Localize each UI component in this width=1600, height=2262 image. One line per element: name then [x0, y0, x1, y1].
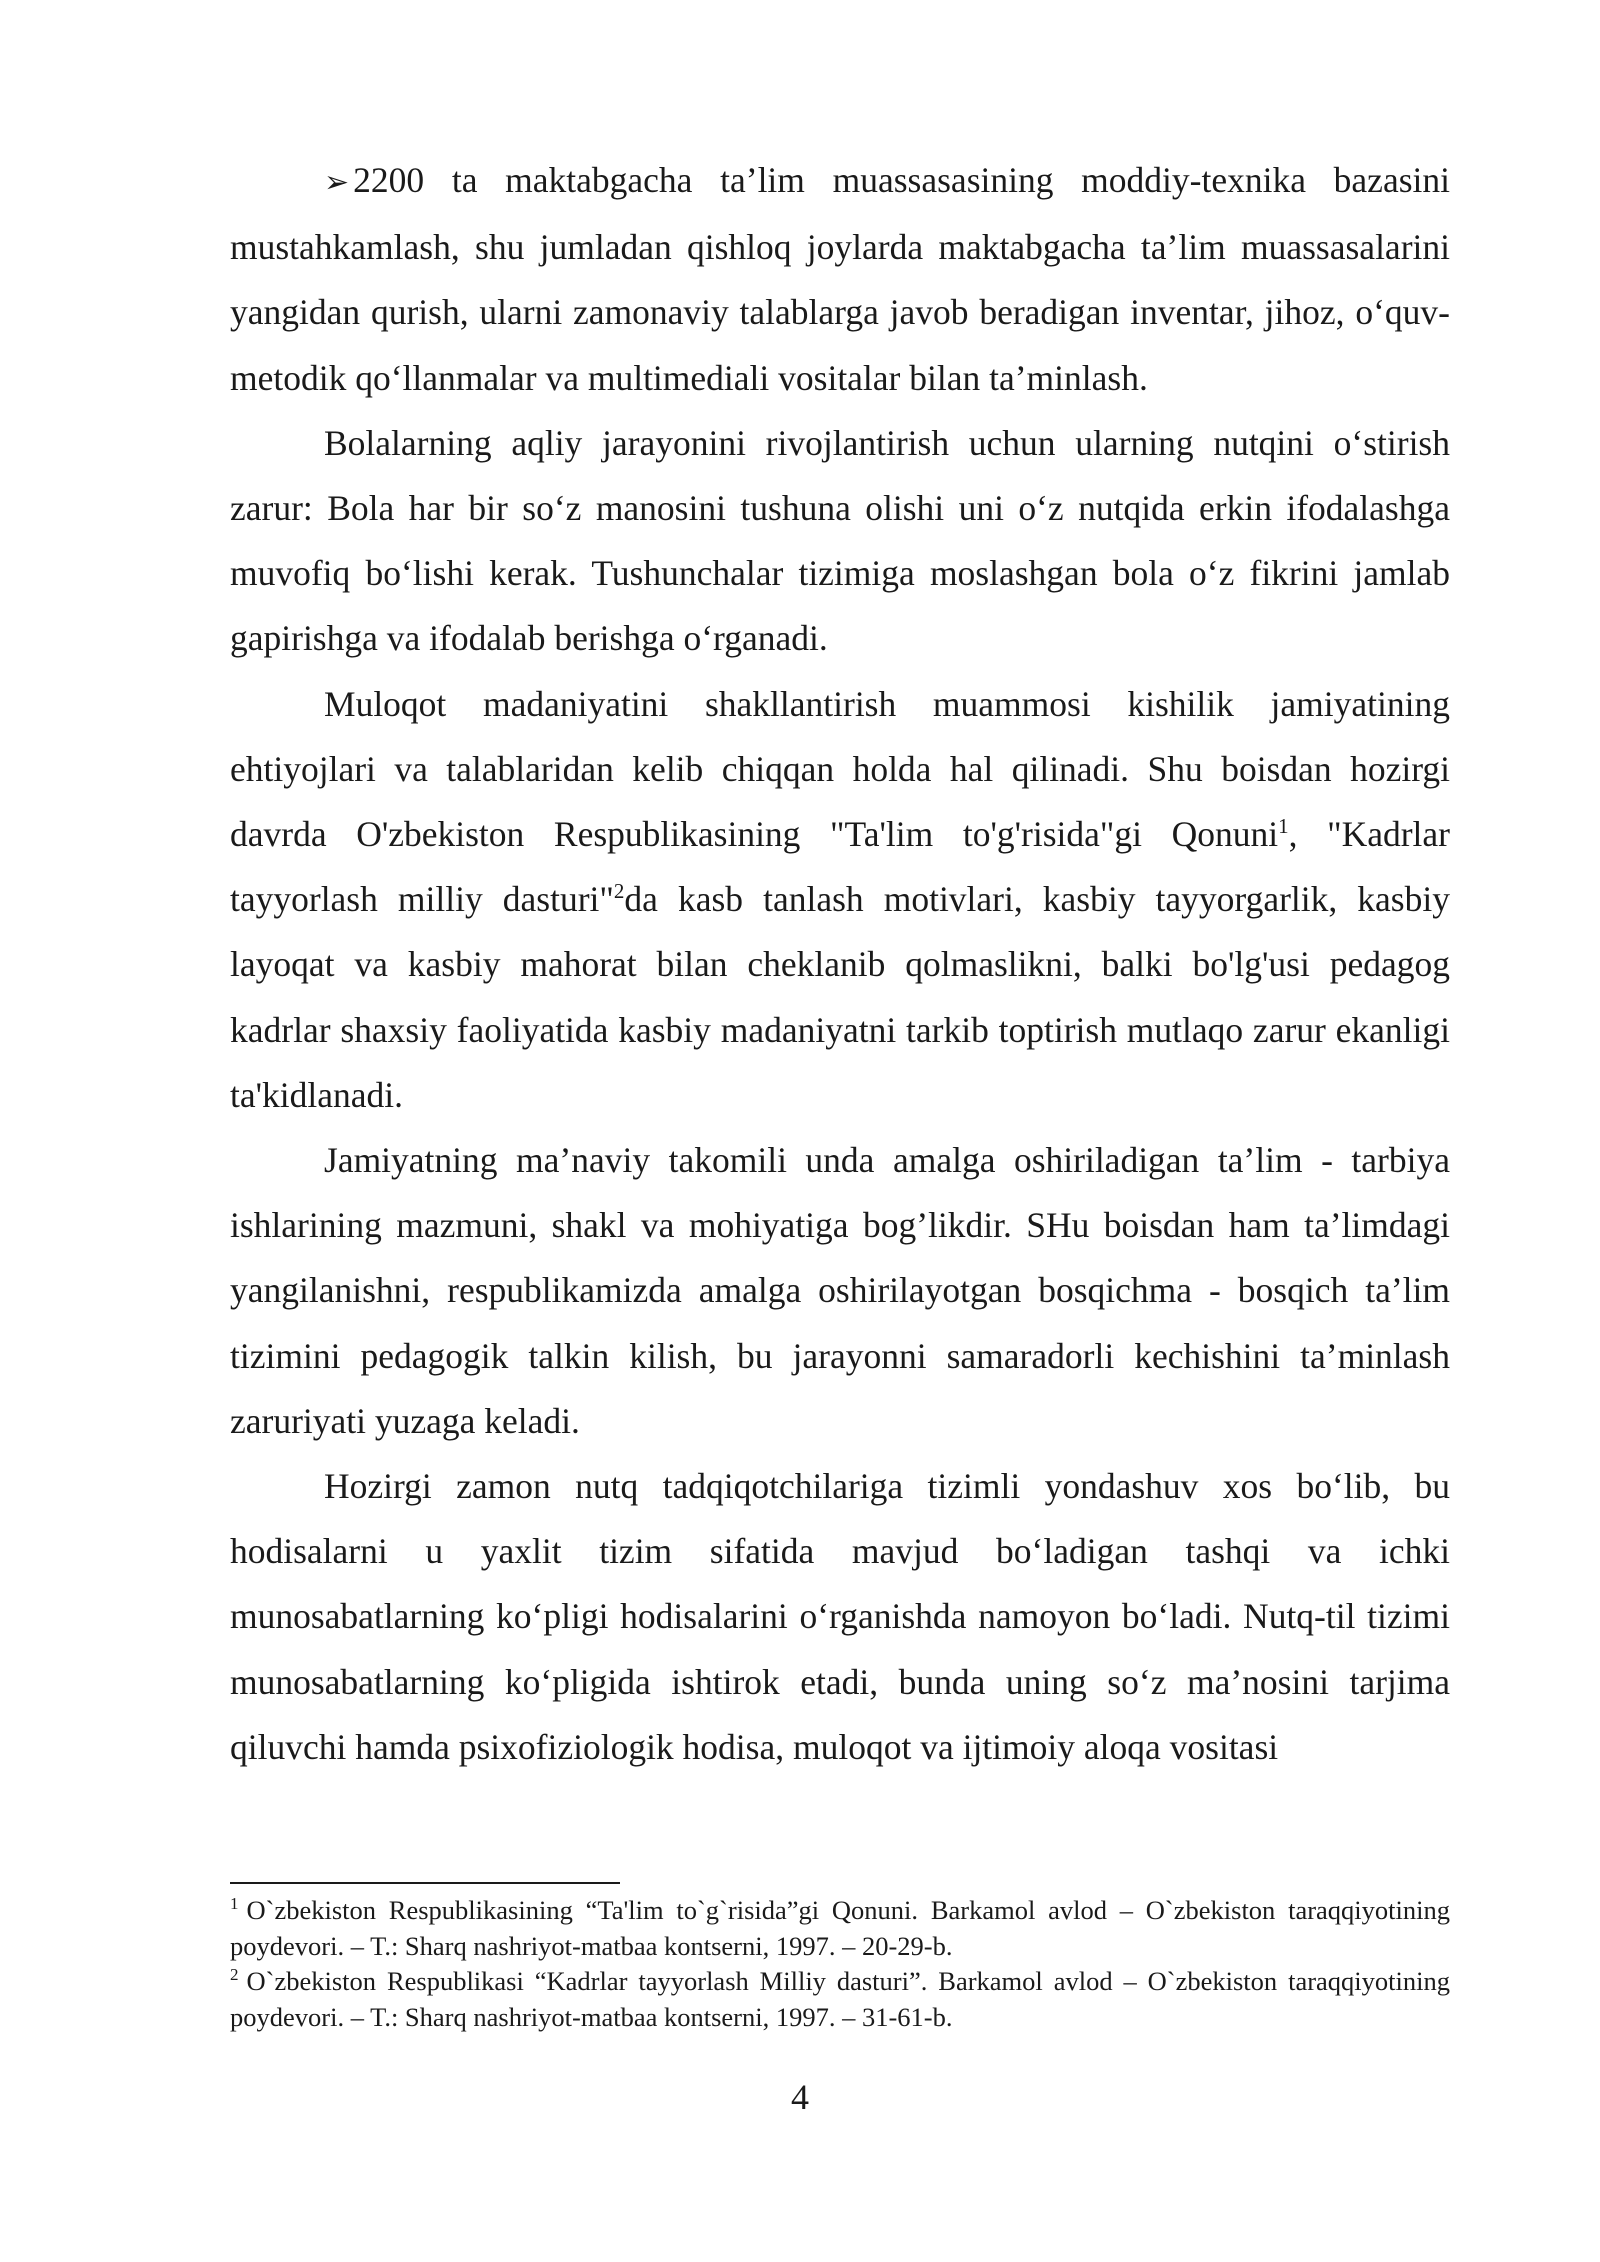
paragraph-3-part-1: Muloqot madaniyatini shakllantirish muammosi kishilik jamiyatining ehtiyojlari va talablaridan kelib chiqqan holda hal qilinadi. Shu boisdan hozirgi davrda O'zbekiston Respublikasining "Ta'lim to'g'risida"gi Qonuni [230, 683, 1450, 855]
paragraph-4: Jamiyatning ma’naviy takomili unda amalga oshiriladigan ta’lim - tarbiya ishlarining mazmuni, shakl va mohiyatiga bog’likdir. SHu boisdan ham ta’limdagi yangilanishni, respublikamizda amalga oshirilayotgan bosqichma - bosqich ta’lim tizimini pedagogik talkin kilish, bu jarayonni samaradorli kechishini ta’minlash zaruriyati yuzaga keladi. [230, 1140, 1450, 1441]
paragraph-5: Hozirgi zamon nutq tadqiqotchilariga tizimli yondashuv xos bo‘lib, bu hodisalarni u yaxlit tizim sifatida mavjud bo‘ladigan tashqi va ichki munosabatlarning ko‘pligi hodisalarini o‘rganishda namoyon bo‘ladi. Nutq-til tizimi munosabatlarning ko‘pligida ishtirok etadi, bunda uning so‘z ma’nosini tarjima qiluvchi hamda psixofiziologik hodisa, muloqot va ijtimoiy aloqa vositasi [230, 1466, 1450, 1767]
footnote-2-text: O`zbekiston Respublikasi “Kadrlar tayyorlash Milliy dasturi”. Barkamol avlod – O`zbekiston taraqqiyotining poydevori. – T.: Sharq nashriyot-matbaa kontserni, 1997. – 31-61-b. [230, 1966, 1450, 2032]
arrowhead-bullet-icon: ➢ [324, 165, 350, 200]
paragraph-3 [230, 672, 1450, 1128]
bullet-paragraph [230, 148, 1450, 411]
footnote-1-text: O`zbekiston Respublikasining “Ta'lim to`g`risida”gi Qonuni. Barkamol avlod – O`zbekiston taraqqiyotining poydevori. – T.: Sharq nashriyot-matbaa kontserni, 1997. – 20-29-b. [230, 1895, 1450, 1961]
bullet-paragraph-text: 2200 ta maktabgacha ta’lim muassasasining moddiy-texnika bazasini mustahkamlash, shu jumladan qishloq joylarda maktabgacha ta’lim muassasalarini yangidan qurish, ularni zamonaviy talablarga javob beradigan inventar, jihoz, o‘quv-metodik qo‘llanmalar va multimediali vositalar bilan ta’minlash. [230, 160, 1450, 398]
paragraph-3-part-2: , "Kadrlar tayyorlash milliy dasturi" [230, 814, 1450, 920]
page-body [230, 148, 1450, 1780]
paragraph-3-part-3: da kasb tanlash motivlari, kasbiy tayyorgarlik, kasbiy layoqat va kasbiy mahorat bilan cheklanib qolmaslikni, balki bo'lg'usi pedagog kadrlar shaxsiy faoliyatida kasbiy madaniyatni tarkib toptirish mutlaqo zarur ekanligi ta'kidlanadi. [230, 879, 1450, 1115]
footnotes [230, 1893, 1450, 2035]
page-number: 4 [791, 2077, 809, 2117]
footnote-ref-2[interactable]: 2 [613, 879, 625, 904]
footnote-2 [230, 1964, 1450, 2035]
footnote-separator [230, 1882, 620, 1884]
footnote-2-number: 2 [230, 1965, 239, 1985]
paragraph-2: Bolalarning aqliy jarayonini rivojlantirish uchun ularning nutqini o‘stirish zarur: Bola har bir so‘z manosini tushuna olishi uni o‘z nutqida erkin ifodalashga muvofiq bo‘lishi kerak. Tushunchalar tizimiga moslashgan bola o‘z fikrini jamlab gapirishga va ifodalab berishga o‘rganadi. [230, 422, 1450, 659]
footnote-ref-1[interactable]: 1 [1278, 814, 1289, 839]
footnote-1-number: 1 [230, 1894, 239, 1914]
footnote-1 [230, 1893, 1450, 1964]
